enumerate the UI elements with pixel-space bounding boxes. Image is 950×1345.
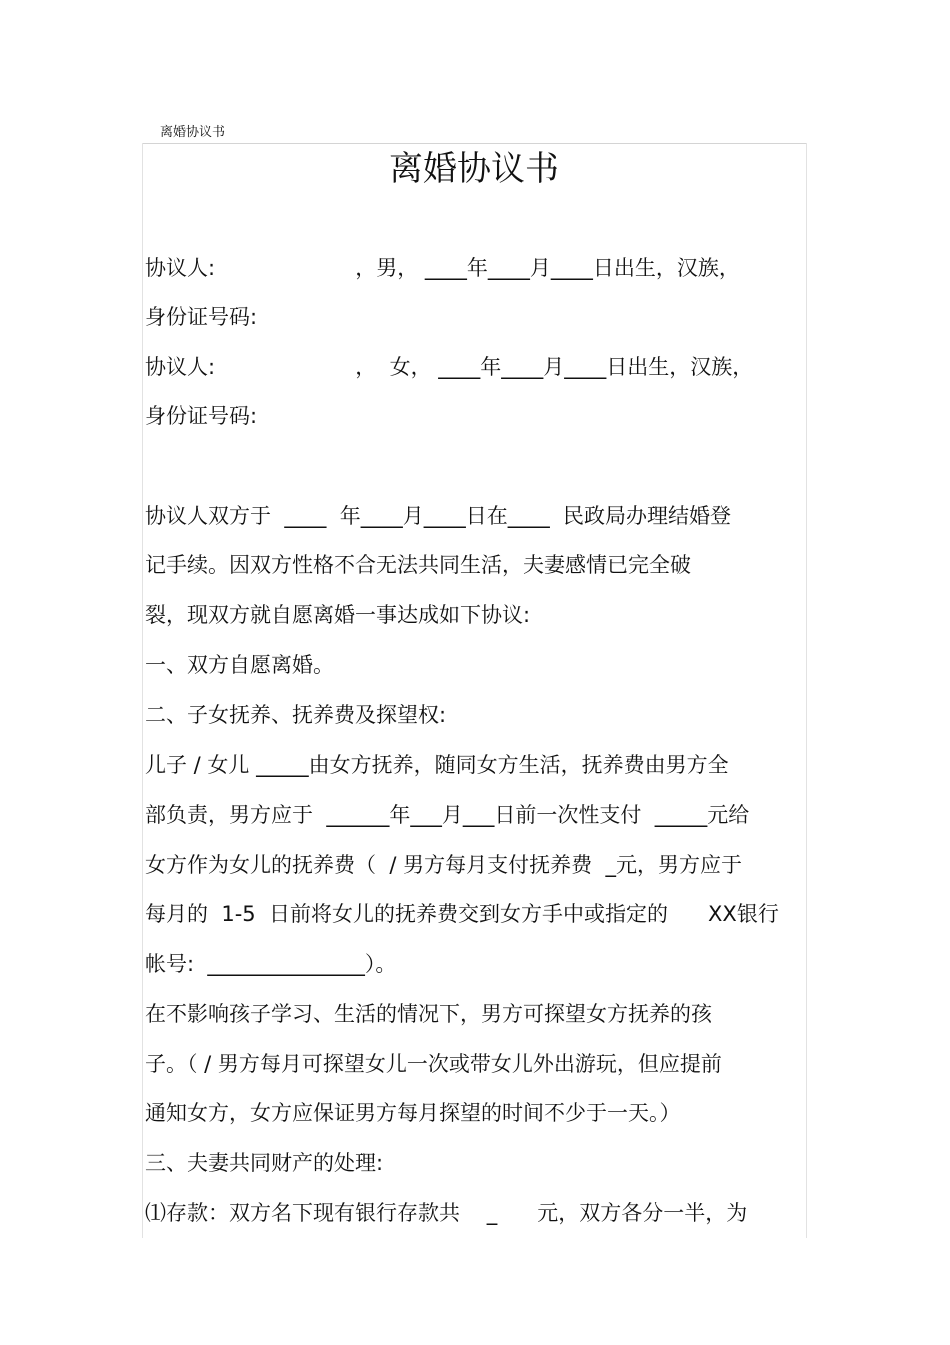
party-1-id: 身份证号码:: [145, 305, 258, 329]
paragraph-line: 在不影响孩子学习、生活的情况下，男方可探望女方抚养的孩: [145, 1002, 712, 1026]
paragraph-line: 记手续。因双方性格不合无法共同生活，夫妻感情已完全破: [145, 553, 691, 577]
section-heading-1: 一、双方自愿离婚。: [145, 653, 334, 677]
section-heading-2: 二、子女抚养、抚养费及探望权:: [145, 703, 447, 727]
frame-left-rule: [142, 143, 143, 1238]
running-header: 离婚协议书: [160, 125, 226, 140]
frame-top-rule: [142, 143, 806, 144]
party-1-info: 协议人: ，男， ____年____月____日出生，汉族，: [145, 256, 740, 280]
paragraph-line: 儿子 / 女儿 _____由女方抚养，随同女方生活，抚养费由男方全: [145, 753, 729, 777]
paragraph-line: 裂，现双方就自愿离婚一事达成如下协议:: [145, 603, 531, 627]
section-heading-3: 三、夫妻共同财产的处理:: [145, 1151, 384, 1175]
party-2-id: 身份证号码:: [145, 404, 258, 428]
paragraph-line: 子。（ / 男方每月可探望女儿一次或带女儿外出游玩，但应提前: [145, 1052, 722, 1076]
paragraph-line: 协议人双方于 ____ 年____月____日在____ 民政局办理结婚登: [145, 504, 732, 528]
paragraph-line: ⑴存款：双方名下现有银行存款共 _ 元，双方各分一半，为: [145, 1201, 748, 1225]
party-2-info: 协议人: ， 女， ____年____月____日出生，汉族，: [145, 355, 754, 379]
paragraph-line: 部负责，男方应于 ______年___月___日前一次性支付 _____元给: [145, 803, 750, 827]
paragraph-line: 帐号: _______________）。: [145, 952, 397, 976]
frame-right-rule: [806, 143, 807, 1238]
paragraph-line: 女方作为女儿的抚养费（ / 男方每月支付抚养费 _元，男方应于: [145, 853, 742, 877]
document-title: 离婚协议书: [389, 149, 559, 189]
paragraph-line: 通知女方，女方应保证男方每月探望的时间不少于一天。）: [145, 1101, 681, 1125]
paragraph-line: 每月的 1-5 日前将女儿的抚养费交到女方手中或指定的 XX银行: [145, 902, 779, 926]
